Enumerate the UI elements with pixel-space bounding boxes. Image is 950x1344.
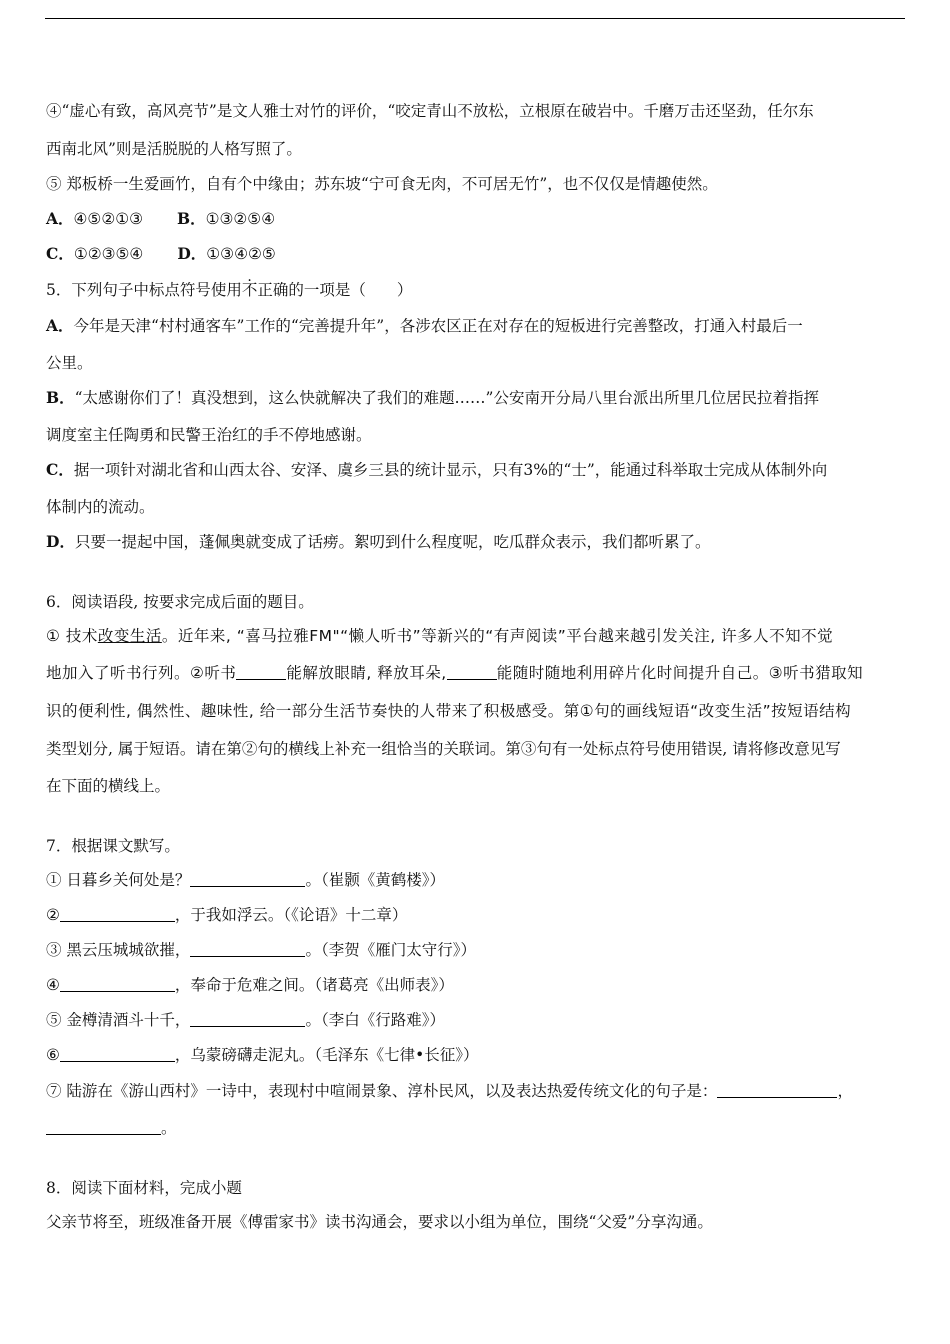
q6-underlined-phrase: 改变生活	[97, 627, 162, 645]
q7-item-6-num: ⑥	[46, 1046, 60, 1064]
q5-stem-tail: 正确的一项是（ ）	[257, 281, 413, 299]
q6-passage-line5: 在下面的横线上。	[46, 777, 171, 795]
q5-option-d	[46, 531, 710, 553]
q6-passage-line1	[46, 625, 833, 647]
q4-option-a: ④⑤②①③	[73, 210, 144, 228]
q6-p1-start: ① 技术	[46, 627, 98, 645]
q7-blank-5[interactable]	[190, 1011, 305, 1027]
q5-option-b-text: “太感谢你们了！真没想到，这么快就解决了我们的难题……”公安南开分局八里台派出所里几位居民拉着指挥	[74, 389, 819, 407]
q7-item-3-source: 。（李贺《雁门太守行》）	[305, 941, 476, 959]
q7-item-1-source: 。（崔颢《黄鹤楼》）	[305, 871, 445, 889]
q4-item5: ⑤ 郑板桥一生爱画竹，自有个中缘由；苏东坡“宁可食无肉，不可居无竹”，也不仅仅是情趣使然。	[46, 175, 718, 193]
q7-item-2-num: ②	[46, 906, 60, 924]
q7-item-5	[46, 1009, 445, 1031]
q8-stem: 8．阅读下面材料，完成小题	[46, 1179, 242, 1197]
q4-options-row1	[46, 208, 275, 230]
q7-item-1-text: ① 日暮乡关何处是？	[46, 871, 191, 889]
q5-option-b-label: B．	[46, 388, 75, 407]
q5-option-c-label: C．	[46, 460, 74, 479]
q4-options-row2	[46, 243, 276, 265]
q4-item4-line2: 西南北风”则是活脱脱的人格写照了。	[46, 140, 302, 158]
q6-p2-rest: 能随时随地利用碎片化时间提升自己。③听书猎取知	[496, 664, 864, 682]
q6-blank-2[interactable]	[447, 664, 497, 680]
q5-stem-text: 5．下列句子中标点符号使用	[46, 281, 242, 299]
q7-item-7-cont	[46, 1117, 177, 1139]
q7-item-3-text: ③ 黑云压城城欲摧，	[46, 941, 191, 959]
q7-item-4-text: ，奉命于危难之间。（诸葛亮《出师表》）	[174, 976, 454, 994]
q7-item-7-end: 。	[161, 1119, 177, 1137]
q7-item-4-num: ④	[46, 976, 60, 994]
q7-blank-1[interactable]	[190, 871, 305, 887]
q4-option-d: ①③④②⑤	[206, 245, 276, 263]
q5-option-c-cont: 体制内的流动。	[46, 498, 155, 516]
q6-passage-line2	[46, 662, 863, 684]
q7-item-5-text: ⑤ 金樽清酒斗十千，	[46, 1011, 191, 1029]
q7-blank-7a[interactable]	[717, 1082, 837, 1098]
q6-passage-line4: 类型划分, 属于短语。请在第②句的横线上补充一组恰当的关联词。第③句有一处标点符号使用错误, 请将修改意见写	[46, 740, 841, 758]
q7-blank-6[interactable]	[60, 1046, 175, 1062]
header-rule	[45, 18, 905, 19]
q7-item-2	[46, 904, 407, 926]
q4-option-b-label: B．	[177, 209, 206, 228]
q7-item-3	[46, 939, 476, 961]
q5-option-b	[46, 387, 819, 409]
q7-blank-2[interactable]	[60, 906, 175, 922]
q4-option-b: ①③②⑤④	[205, 210, 276, 228]
q6-stem: 6．阅读语段, 按要求完成后面的题目。	[46, 593, 314, 611]
q5-option-c-text: 据一项针对湖北省和山西太谷、安泽、虞乡三县的统计显示，只有3%的“士”，能通过科举取士完成从体制外向	[73, 461, 828, 479]
q7-item-7	[46, 1080, 853, 1102]
q7-blank-4[interactable]	[60, 976, 175, 992]
q4-item4-line1: ④“虚心有致，高风亮节”是文人雅士对竹的评价，“咬定青山不放松，立根原在破岩中。千磨万击还坚劲，任尔东	[46, 102, 814, 120]
q5-option-a-label: A．	[46, 316, 74, 335]
q6-p1-rest: 。近年来, “喜马拉雅FM"“懒人听书”等新兴的“有声阅读”平台越来越引发关注, 许多人不知不觉	[161, 627, 834, 645]
q6-p2-mid: 能解放眼睛, 释放耳朵,	[286, 664, 447, 682]
q4-option-d-label: D．	[177, 244, 207, 263]
q7-item-1	[46, 869, 445, 891]
q5-stem-emphasis: 不	[241, 281, 258, 299]
q7-item-7-text: ⑦ 陆游在《游山西村》一诗中，表现村中喧闹景象、淳朴民风，以及表达热爱传统文化的句子是：	[46, 1082, 718, 1100]
q7-item-6-text: ，乌蒙磅礴走泥丸。（毛泽东《七律•长征》）	[174, 1046, 479, 1064]
q5-option-d-text: 只要一提起中国，蓬佩奥就变成了话痨。絮叨到什么程度呢，吃瓜群众表示，我们都听累了。	[74, 533, 711, 551]
q5-option-c	[46, 459, 827, 481]
q4-option-c: ①②③⑤④	[73, 245, 144, 263]
q7-item-6	[46, 1044, 479, 1066]
q5-option-b-cont: 调度室主任陶勇和民警王治红的手不停地感谢。	[46, 426, 372, 444]
q5-option-a-cont: 公里。	[46, 354, 93, 372]
q7-item-5-source: 。（李白《行路难》）	[305, 1011, 445, 1029]
q5-option-a-text: 今年是天津“村村通客车”工作的“完善提升年”，各涉农区正在对存在的短板进行完善整改，打通入村最后一	[73, 317, 803, 335]
q6-p3-text: 识的便利性, 偶然性、趣味性, 给一部分生活节奏快的人带来了积极感受。第①句的画线短语“改变生活”按短语结构	[46, 702, 852, 720]
q7-item-4	[46, 974, 454, 996]
q7-item-2-text: ，于我如浮云。（《论语》十二章）	[174, 906, 408, 924]
q7-stem: 7．根据课文默写。	[46, 837, 180, 855]
q6-blank-1[interactable]	[236, 664, 286, 680]
q6-p2-start: 地加入了听书行列。②听书	[46, 664, 237, 682]
q7-item-7-comma: ，	[837, 1082, 853, 1100]
q7-blank-7b[interactable]	[46, 1119, 161, 1135]
q4-option-a-label: A．	[46, 209, 74, 228]
q5-option-d-label: D．	[46, 532, 75, 551]
q7-blank-3[interactable]	[190, 941, 305, 957]
q5-stem	[46, 279, 412, 301]
q5-option-a	[46, 315, 803, 337]
q8-paragraph: 父亲节将至，班级准备开展《傅雷家书》读书沟通会，要求以小组为单位，围绕“父爱”分享沟通。	[46, 1213, 713, 1231]
q4-option-c-label: C．	[46, 244, 74, 263]
q6-passage-line3	[46, 700, 851, 722]
